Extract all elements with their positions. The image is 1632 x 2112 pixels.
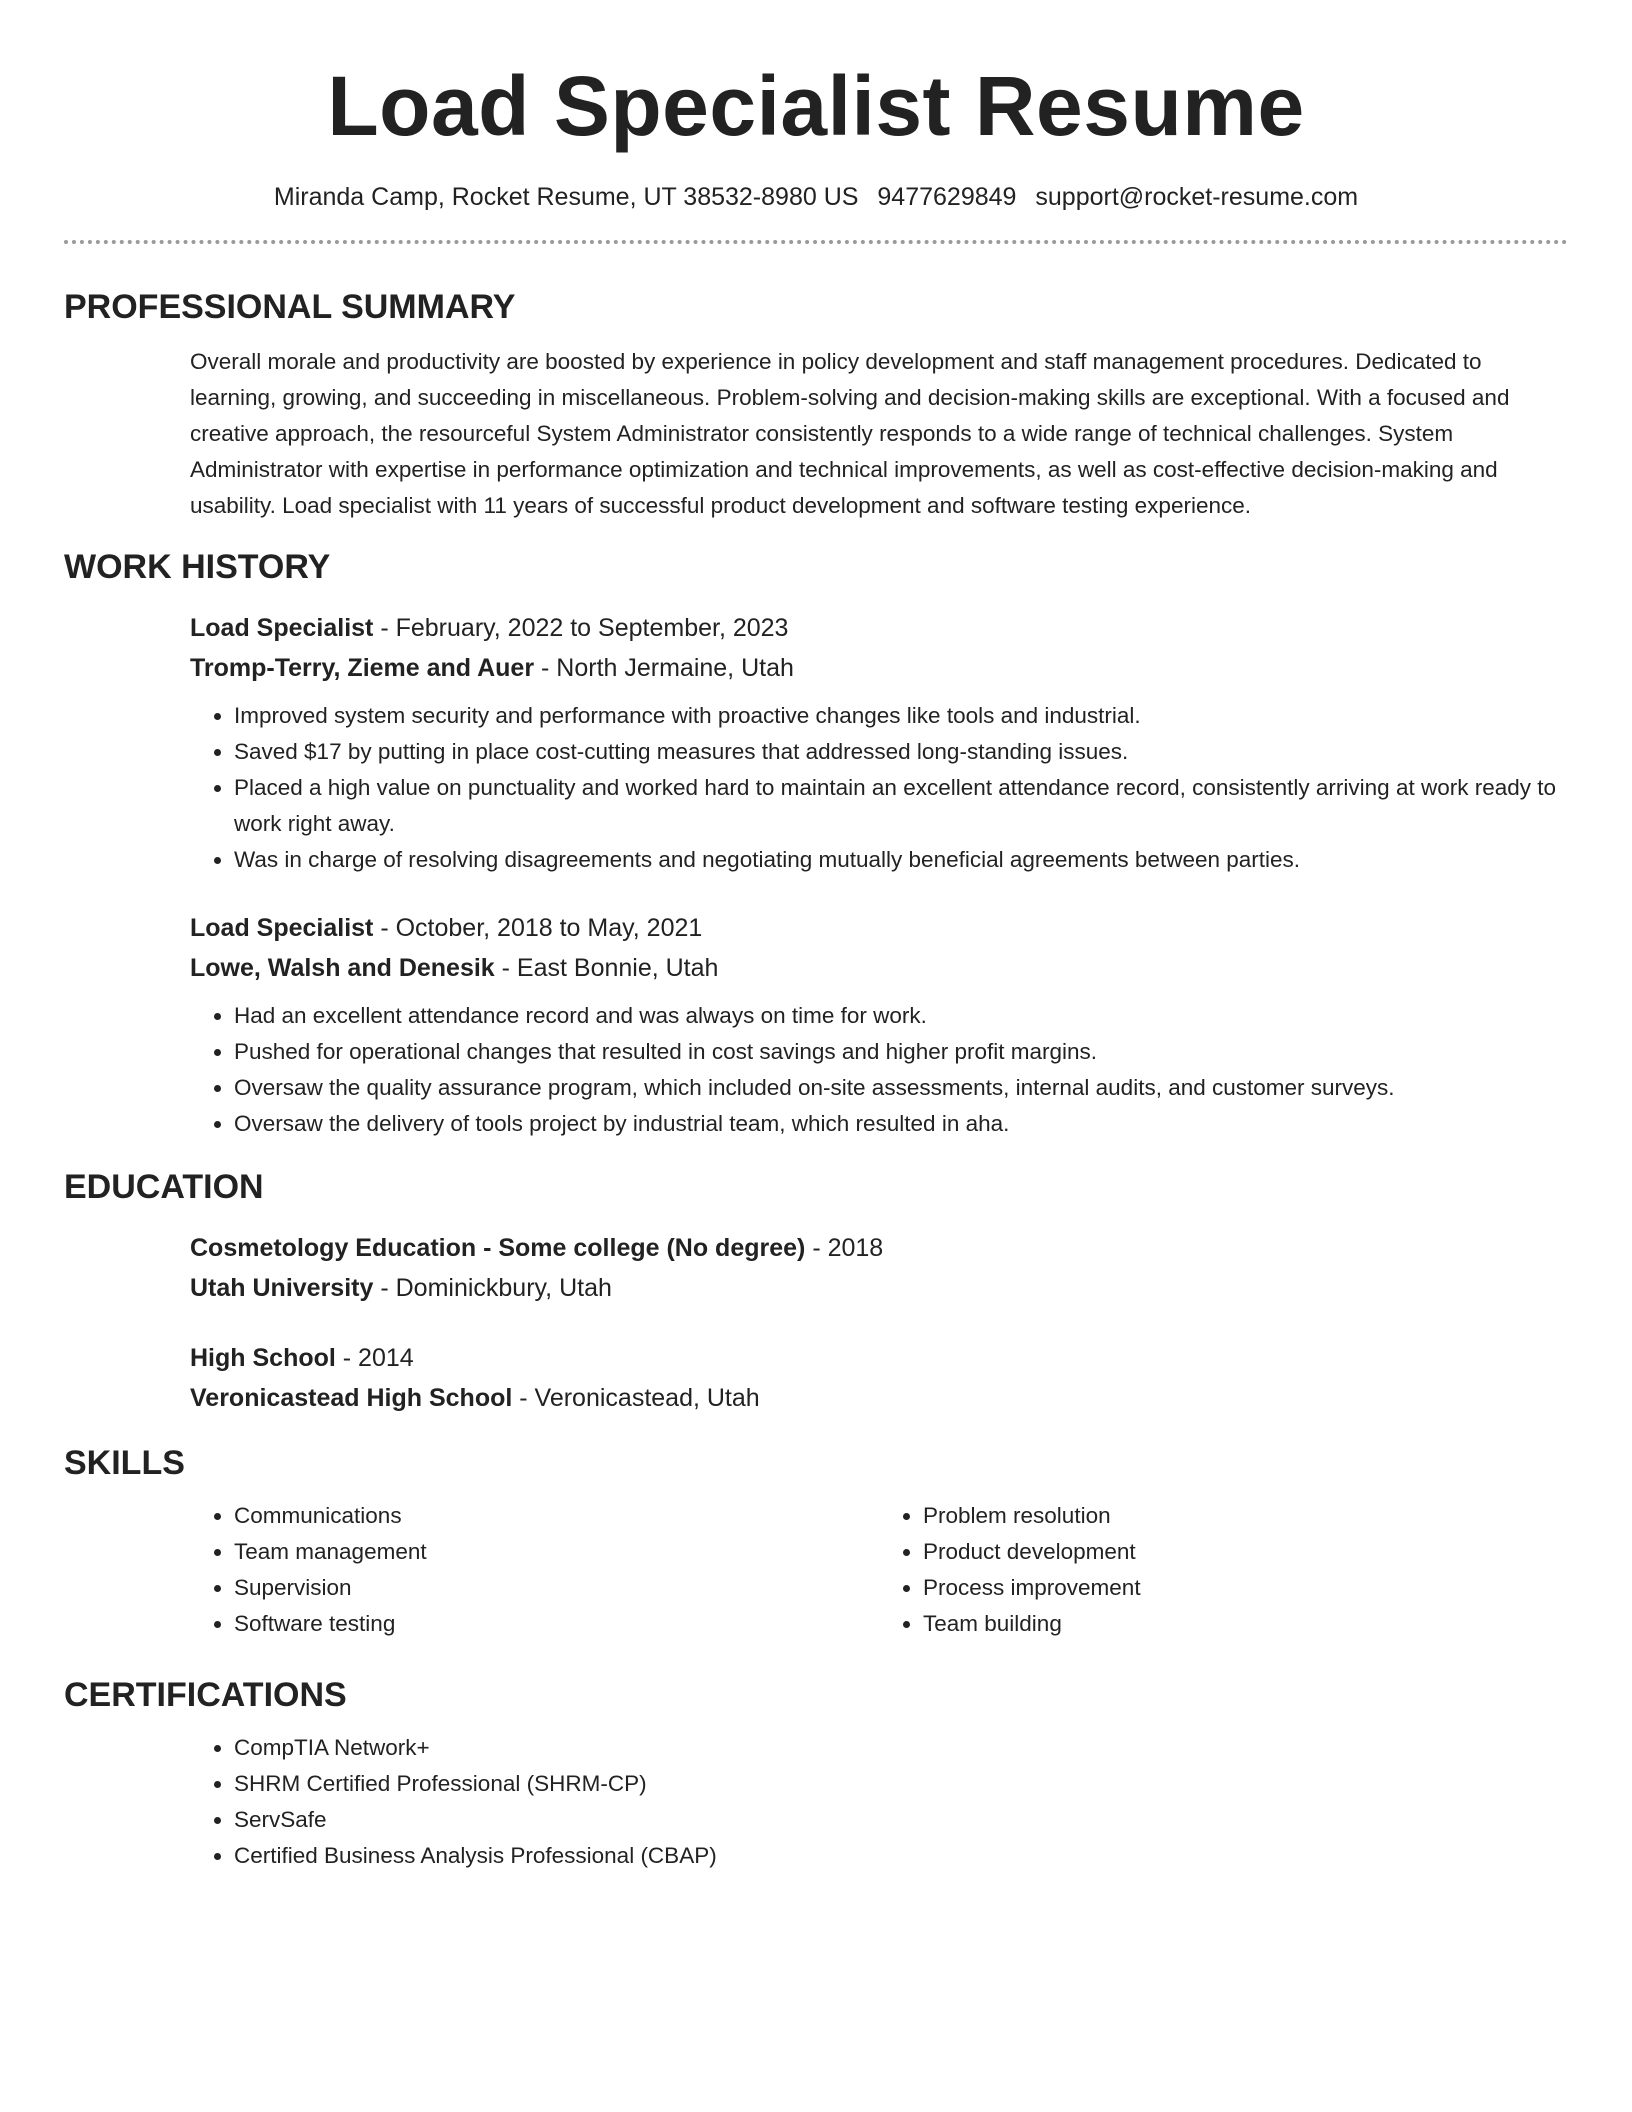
list-item: • Communications <box>234 1498 879 1534</box>
job-dates: - October, 2018 to May, 2021 <box>373 914 703 942</box>
resume-title: Load Specialist Resume <box>327 59 1305 153</box>
job-title: Load Specialist <box>190 614 374 642</box>
education-degree-line <box>190 1338 1568 1378</box>
list-item: • Problem resolution <box>923 1498 1568 1534</box>
education-school: Veronicastead High School <box>190 1384 513 1412</box>
job-company-line <box>190 948 1568 988</box>
list-item: • Software testing <box>234 1606 879 1642</box>
contact-email: support@rocket-resume.com <box>1035 183 1359 211</box>
education-degree-line <box>190 1228 1568 1268</box>
education-school-line <box>190 1268 1568 1308</box>
list-item: • Oversaw the delivery of tools project by industrial team, which resulted in aha. <box>234 1106 1568 1142</box>
list-item: • Product development <box>923 1534 1568 1570</box>
job-title-line <box>190 608 1568 648</box>
list-item: • SHRM Certified Professional (SHRM-CP) <box>234 1766 1568 1802</box>
job-location: - North Jermaine, Utah <box>534 654 794 682</box>
job-location: - East Bonnie, Utah <box>494 954 719 982</box>
list-item: • Improved system security and performance with proactive changes like tools and industrial. <box>234 698 1568 734</box>
list-item: • Certified Business Analysis Professional (CBAP) <box>234 1838 1568 1874</box>
skills-grid <box>190 1498 1568 1642</box>
job-company: Tromp-Terry, Zieme and Auer <box>190 654 535 682</box>
work-history-heading: WORK HISTORY <box>64 548 331 586</box>
education-year: - 2018 <box>805 1234 884 1262</box>
contact-address: Miranda Camp, Rocket Resume, UT 38532-8980 US <box>273 183 859 211</box>
skills-heading: SKILLS <box>64 1444 185 1482</box>
list-item: • Had an excellent attendance record and was always on time for work. <box>234 998 1568 1034</box>
list-item: • CompTIA Network+ <box>234 1730 1568 1766</box>
list-item: • Saved $17 by putting in place cost-cutting measures that addressed long-standing issues. <box>234 734 1568 770</box>
education-year: - 2014 <box>335 1344 414 1372</box>
education-degree: High School <box>190 1344 336 1372</box>
education-school-line <box>190 1378 1568 1418</box>
certifications-section <box>190 1730 1568 1874</box>
job-bullets <box>190 998 1568 1142</box>
list-item: • Team management <box>234 1534 879 1570</box>
job-entry <box>190 608 1568 878</box>
education-location: - Veronicastead, Utah <box>512 1384 760 1412</box>
job-entry <box>190 908 1568 1142</box>
list-item: • Supervision <box>234 1570 879 1606</box>
job-dates: - February, 2022 to September, 2023 <box>373 614 789 642</box>
certifications-list <box>190 1730 1568 1874</box>
job-title: Load Specialist <box>190 914 374 942</box>
job-company-line <box>190 648 1568 688</box>
contact-phone: 9477629849 <box>877 183 1017 211</box>
header-divider <box>64 240 1568 244</box>
summary-text: Overall morale and productivity are boosted by experience in policy development and staff management procedures. Dedicated to learning, growing, and succeeding in miscellaneous. Problem-solving and decision-making skills are exceptional. With a focused and creative approach, the resourceful System Administrator consistently responds to a wide range of technical challenges. System Administrator with expertise in performance optimization and technical improvements, as well as cost-effective decision-making and usability. Load specialist with 11 years of successful product development and software testing experience. <box>190 349 1510 518</box>
education-entry <box>190 1228 1568 1308</box>
skills-list-right <box>879 1498 1568 1642</box>
education-school: Utah University <box>190 1274 374 1302</box>
list-item: • Was in charge of resolving disagreements and negotiating mutually beneficial agreements between parties. <box>234 842 1568 878</box>
contact-line <box>64 180 1568 214</box>
summary-heading: PROFESSIONAL SUMMARY <box>64 288 516 326</box>
job-bullets <box>190 698 1568 878</box>
list-item: • Process improvement <box>923 1570 1568 1606</box>
job-title-line <box>190 908 1568 948</box>
education-location: - Dominickbury, Utah <box>373 1274 612 1302</box>
skills-list-left <box>190 1498 879 1642</box>
education-heading: EDUCATION <box>64 1168 264 1206</box>
list-item: • Oversaw the quality assurance program, which included on-site assessments, internal audits, and customer surveys. <box>234 1070 1568 1106</box>
list-item: • ServSafe <box>234 1802 1568 1838</box>
list-item: • Placed a high value on punctuality and worked hard to maintain an excellent attendance record, consistently arriving at work ready to work right away. <box>234 770 1568 842</box>
summary-section <box>190 344 1568 524</box>
certifications-heading: CERTIFICATIONS <box>64 1676 347 1714</box>
list-item: • Team building <box>923 1606 1568 1642</box>
education-entry <box>190 1338 1568 1418</box>
job-company: Lowe, Walsh and Denesik <box>190 954 495 982</box>
education-degree: Cosmetology Education - Some college (No degree) <box>190 1234 806 1262</box>
list-item: • Pushed for operational changes that resulted in cost savings and higher profit margins. <box>234 1034 1568 1070</box>
